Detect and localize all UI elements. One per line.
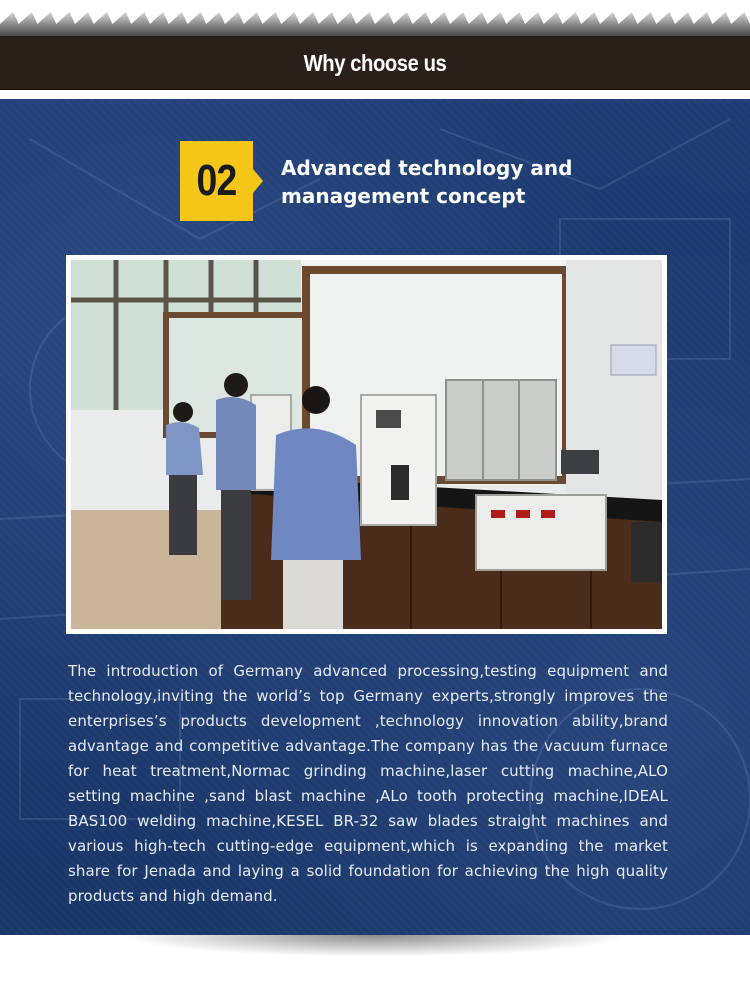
description-paragraph: The introduction of Germany advanced processing,testing equipment and technology,inviting the world’s top Germany experts,strongly improves the enterprises’s products development ,technology innovation ability,brand advantage and competitive advantage.The company has the vacuum furnace for heat treatment,Normac grinding machine,laser cutting machine,ALO setting machine ,sand blast machine ,ALo tooth protecting machine,IDEAL BAS100 welding machine,KESEL BR-32 saw blades straight machines and various high-tech cutting-edge equipment,which is expanding the market share for Jenada and laying a solid foundation for achieving the high quality products and high demand. bbox=[68, 662, 668, 905]
section-number-badge bbox=[180, 141, 253, 221]
section-number: 02 bbox=[196, 156, 237, 205]
section-header bbox=[0, 36, 750, 90]
sawtooth-border bbox=[0, 10, 750, 36]
badge-arrow bbox=[253, 169, 263, 193]
section-heading bbox=[281, 154, 611, 210]
heading-line-2: management concept bbox=[281, 184, 526, 208]
laboratory-photo bbox=[71, 260, 662, 629]
content-panel bbox=[0, 99, 750, 935]
top-decoration bbox=[0, 0, 750, 38]
heading-line-1: Advanced technology and bbox=[281, 156, 573, 180]
lab-photo-frame bbox=[66, 255, 667, 634]
header-title: Why choose us bbox=[303, 50, 447, 76]
panel-shadow bbox=[120, 935, 630, 957]
